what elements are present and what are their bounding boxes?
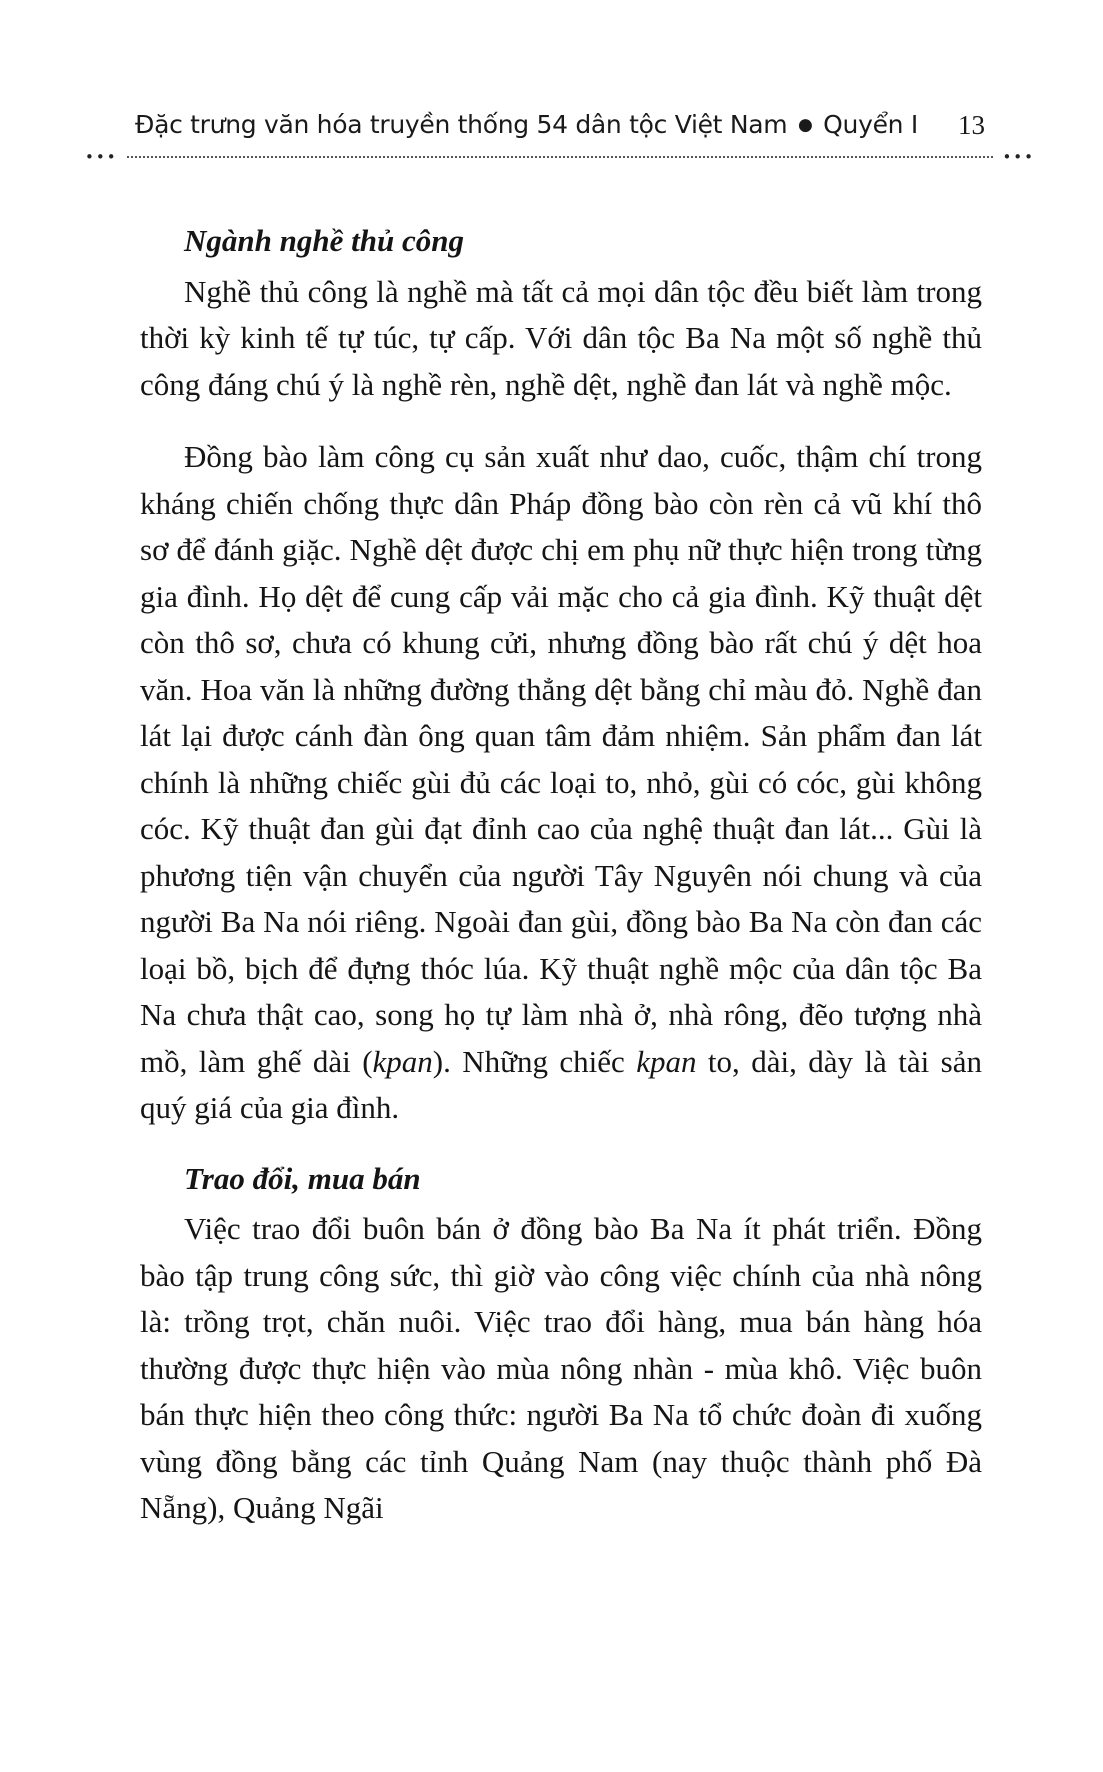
dotted-rule [127, 156, 993, 158]
italic-term: kpan [636, 1043, 697, 1079]
page-number: 13 [958, 110, 985, 140]
paragraph: Nghề thủ công là nghề mà tất cả mọi dân tộc đều biết làm trong thời kỳ kinh tế tự túc, tự cấp. Với dân tộc Ba Na một số nghề thủ công đáng chú ý là nghề rèn, nghề dệt, nghề đan lát và nghề mộc. [140, 273, 982, 402]
running-header [135, 108, 985, 148]
dots-ornament-left-icon: ••• [85, 148, 118, 166]
italic-term: kpan [372, 1043, 433, 1079]
header-divider [85, 148, 1035, 166]
book-title: Đặc trưng văn hóa truyền thống 54 dân tộc Việt Nam [135, 110, 788, 139]
volume-label: Quyển I [823, 110, 918, 139]
dots-ornament-right-icon: ••• [1002, 148, 1035, 166]
section-trade [140, 1156, 982, 1532]
page-body [140, 218, 982, 1532]
section-handicrafts [140, 218, 982, 1132]
header-title-line [135, 110, 918, 139]
bullet-separator-icon: ● [797, 115, 813, 135]
paragraph: Đồng bào làm công cụ sản xuất như dao, cuốc, thậm chí trong kháng chiến chống thực dân Pháp đồng bào còn rèn cả vũ khí thô sơ để đánh giặc. Nghề dệt được chị em phụ nữ thực hiện trong từng gia đình. Họ dệt để cung cấp vải mặc cho cả gia đình. Kỹ thuật dệt còn thô sơ, chưa có khung cửi, nhưng đồng bào rất chú ý dệt hoa văn. Hoa văn là những đường thẳng dệt bằng chỉ màu đỏ. Nghề đan lát lại được cánh đàn ông quan tâm đảm nhiệm. Sản phẩm đan lát chính là những chiếc gùi đủ các loại to, nhỏ, gùi có cóc, gùi không cóc. Kỹ thuật đan gùi đạt đỉnh cao của nghệ thuật đan lát... Gùi là phương tiện vận chuyển của người Tây Nguyên nói chung và của người Ba Na nói riêng. Ngoài đan gùi, đồng bào Ba Na còn đan các loại bồ, bịch để đựng thóc lúa. Kỹ thuật nghề mộc của dân tộc Ba Na chưa thật cao, song họ tự làm nhà ở, nhà rông, đẽo tượng nhà mồ, làm ghế dài (kpan). Những chiếc kpan to, dài, dày là tài sản quý giá của gia đình. [140, 439, 982, 1125]
section-heading: Ngành nghề thủ công [184, 223, 464, 258]
section-heading: Trao đổi, mua bán [184, 1160, 421, 1196]
paragraph: Việc trao đổi buôn bán ở đồng bào Ba Na ít phát triển. Đồng bào tập trung công sức, thì giờ vào công việc chính của nhà nông là: trồng trọt, chăn nuôi. Việc trao đổi hàng, mua bán hàng hóa thường được thực hiện vào mùa nông nhàn - mùa khô. Việc buôn bán thực hiện theo công thức: người Ba Na tổ chức đoàn đi xuống vùng đồng bằng các tỉnh Quảng Nam (nay thuộc thành phố Đà Nẵng), Quảng Ngãi [140, 1211, 982, 1525]
